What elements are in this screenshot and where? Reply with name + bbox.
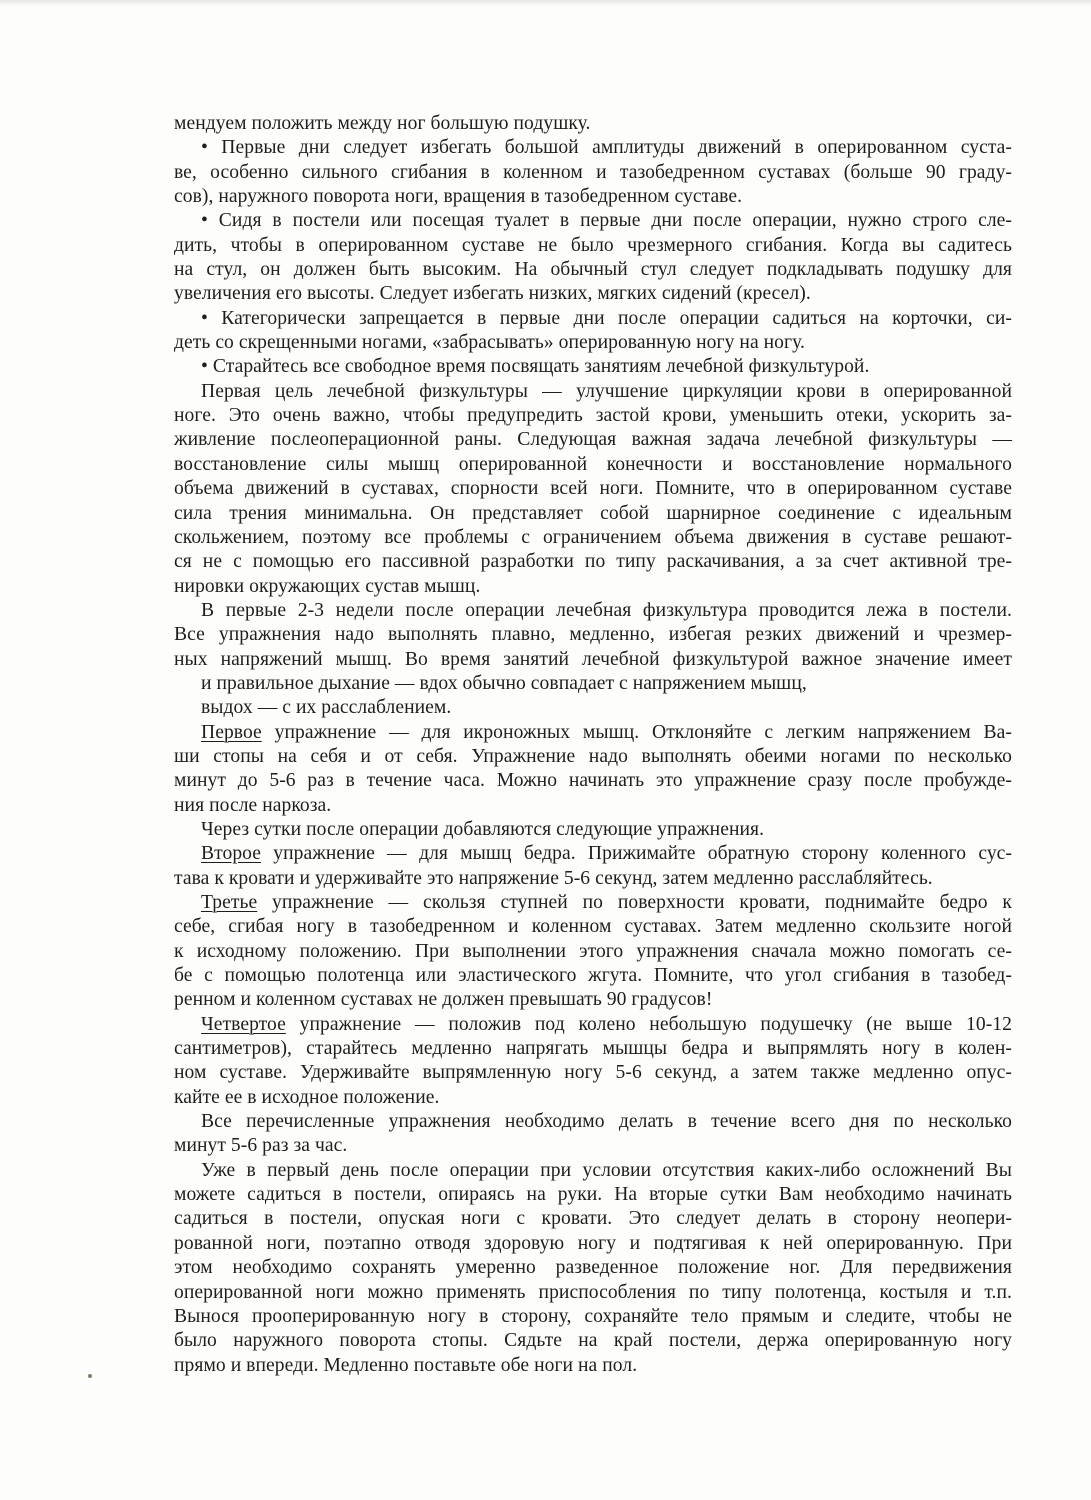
line-text: на стул, он должен быть высоким. На обычный стул следует подкладывать подушку для <box>174 259 1012 281</box>
text-line <box>174 526 1012 550</box>
underlined-word: Второе <box>201 843 261 865</box>
body-text <box>174 112 1012 1378</box>
text-line <box>174 1086 1012 1110</box>
line-text: скольжением, поэтому все проблемы с ограничением объема движения в суставе решают- <box>174 526 1012 548</box>
text-line <box>174 1110 1012 1134</box>
text-line <box>174 1061 1012 1085</box>
text-line <box>174 745 1012 769</box>
line-text: ренном и коленном суставах не должен превышать 90 градусов! <box>174 989 713 1011</box>
line-text: можете садиться в постели, опираясь на руки. На вторые сутки Вам необходимо начинать <box>174 1184 1012 1206</box>
text-line <box>174 1013 1012 1037</box>
line-text: ся не с помощью его пассивной разработки по типу раскачивания, а за счет активной тре- <box>174 551 1012 573</box>
line-text: нировки окружающих сустав мышц. <box>174 575 481 597</box>
line-text: и правильное дыхание — вдох обычно совпадает с напряжением мышц, <box>201 672 807 694</box>
line-text: дить, чтобы в оперированном суставе не было чрезмерного сгибания. Когда вы садитесь <box>174 234 1012 256</box>
line-text: выдох — с их расслаблением. <box>201 697 452 719</box>
text-line <box>174 1329 1012 1353</box>
line-text: ши стопы на себя и от себя. Упражнение надо выполнять обеими ногами по несколько <box>174 745 1012 767</box>
line-text: упражнение — положив под колено небольшую подушечку (не выше 10-12 <box>285 1013 1012 1035</box>
line-text: Уже в первый день после операции при условии отсутствия каких-либо осложнений Вы <box>201 1159 1012 1181</box>
line-text: • Старайтесь все свободное время посвящать занятиям лечебной физкультурой. <box>201 356 870 378</box>
text-line <box>174 867 1012 891</box>
text-line <box>174 818 1012 842</box>
text-line <box>174 1134 1012 1158</box>
text-line <box>174 1281 1012 1305</box>
text-line <box>174 891 1012 915</box>
line-text: прямо и впереди. Медленно поставьте обе ноги на пол. <box>174 1354 638 1376</box>
text-line <box>174 672 1012 696</box>
text-line <box>174 794 1012 818</box>
line-text: живление послеоперационной раны. Следующая важная задача лечебной физкультуры — <box>174 429 1012 451</box>
line-text: упражнение — скользя ступней по поверхности кровати, поднимайте бедро к <box>257 892 1012 913</box>
text-line <box>174 331 1012 355</box>
scan-speck <box>88 1374 92 1378</box>
text-line <box>174 1232 1012 1256</box>
text-line <box>174 1305 1012 1329</box>
text-line <box>174 842 1012 866</box>
underlined-word: Третье <box>201 892 258 913</box>
line-text: восстановление силы мышц оперированной конечности и восстановление нормального <box>174 453 1012 475</box>
line-text: сила трения минимальна. Он представляет собой шарнирное соединение с идеальным <box>174 502 1012 524</box>
line-text: оперированной ноги можно применять приспособления по типу полотенца, костыля и т.п. <box>174 1281 1012 1303</box>
text-line <box>174 428 1012 452</box>
line-text: этом необходимо сохранять умеренно разведенное положение ног. Для передвижения <box>174 1257 1012 1279</box>
line-text: Все перечисленные упражнения необходимо делать в течение всего дня по несколько <box>201 1111 1012 1133</box>
text-line <box>174 209 1012 233</box>
text-line <box>174 550 1012 574</box>
line-text: упражнение — для мышц бедра. Прижимайте обратную сторону коленного сус- <box>261 843 1012 865</box>
line-text: садиться в постели, опуская ноги с кровати. Это следует делать в сторону неопери- <box>174 1208 1012 1230</box>
line-text: • Категорически запрещается в первые дни после операции садиться на корточки, си- <box>201 307 1012 329</box>
text-line <box>174 234 1012 258</box>
line-text: В первые 2-3 недели после операции лечебная физкультура проводится лежа в постели. <box>201 599 1012 621</box>
text-line <box>174 1354 1012 1378</box>
line-text: минут 5-6 раз за час. <box>174 1135 348 1157</box>
underlined-word: Первое <box>201 721 262 743</box>
text-line <box>174 258 1012 282</box>
text-line <box>174 940 1012 964</box>
line-text: ве, особенно сильного сгибания в коленном и тазобедренном суставах (больше 90 граду- <box>174 161 1012 183</box>
text-line <box>174 1159 1012 1183</box>
text-line <box>174 1037 1012 1061</box>
text-line <box>174 477 1012 501</box>
line-text: деть со скрещенными ногами, «забрасывать» оперированную ногу на ногу. <box>174 332 805 354</box>
line-text: кайте ее в исходное положение. <box>174 1086 440 1108</box>
line-text: к исходному положению. При выполнении этого упражнения сначала можно помогать се- <box>174 940 1012 962</box>
text-line <box>174 1207 1012 1231</box>
text-line <box>174 185 1012 209</box>
text-line <box>174 988 1012 1012</box>
text-line <box>174 769 1012 793</box>
line-text: увеличения его высоты. Следует избегать низких, мягких сидений (кресел). <box>174 283 811 305</box>
line-text: бе с помощью полотенца или эластического жгута. Помните, что угол сгибания в тазобед- <box>174 965 1012 987</box>
line-text: ных напряжений мышц. Во время занятий лечебной физкультурой важное значение имеет <box>174 648 1012 670</box>
text-line <box>174 1256 1012 1280</box>
line-text: себе, сгибая ногу в тазобедренном и коленном суставах. Затем медленно скользите ногой <box>174 916 1012 938</box>
line-text: ноге. Это очень важно, чтобы предупредить застой крови, уменьшить отеки, ускорить за- <box>174 405 1012 427</box>
line-text: минут до 5-6 раз в течение часа. Можно начинать это упражнение сразу после пробужде- <box>174 770 1012 792</box>
underlined-word: Четвертое <box>201 1013 286 1035</box>
line-text: ния после наркоза. <box>174 794 332 816</box>
line-text: объема движений в суставах, спорности всей ноги. Помните, что в оперированном суставе <box>174 478 1012 500</box>
text-line <box>174 136 1012 160</box>
line-text: Через сутки после операции добавляются следующие упражнения. <box>201 818 765 840</box>
line-text: Первая цель лечебной физкультуры — улучшение циркуляции крови в оперированной <box>201 380 1012 402</box>
line-text: рованной ноги, поэтапно отводя здоровую ногу и подтягивая к ней оперированную. При <box>174 1232 1012 1254</box>
text-line <box>174 307 1012 331</box>
line-text: • Сидя в постели или посещая туалет в первые дни после операции, нужно строго сле- <box>201 210 1012 232</box>
line-text: Все упражнения надо выполнять плавно, медленно, избегая резких движений и чрезмер- <box>174 624 1012 646</box>
text-line <box>174 648 1012 672</box>
text-line <box>174 575 1012 599</box>
line-text: тава к кровати и удерживайте это напряжение 5-6 секунд, затем медленно расслабляйтесь. <box>174 867 933 889</box>
line-text: Вынося прооперированную ногу в сторону, сохраняйте тело прямым и следите, чтобы не <box>174 1305 1012 1327</box>
scan-top-edge <box>0 0 1091 6</box>
text-line <box>174 599 1012 623</box>
text-line <box>174 502 1012 526</box>
line-text: было наружного поворота стопы. Сядьте на край постели, держа оперированную ногу <box>174 1330 1012 1352</box>
line-text: мендуем положить между ног большую подушку. <box>174 113 591 134</box>
text-line <box>174 721 1012 745</box>
line-text: сантиметров), старайтесь медленно напрягать мышцы бедра и выпрямлять ногу в колен- <box>174 1038 1012 1060</box>
line-text: сов), наружного поворота ноги, вращения в тазобедренном суставе. <box>174 186 743 208</box>
text-line <box>174 623 1012 647</box>
text-line <box>174 112 1012 136</box>
text-line <box>174 915 1012 939</box>
text-line <box>174 453 1012 477</box>
text-line <box>174 1183 1012 1207</box>
text-line <box>174 355 1012 379</box>
text-line <box>174 964 1012 988</box>
text-line <box>174 282 1012 306</box>
line-text: • Первые дни следует избегать большой амплитуды движений в оперированном суста- <box>201 137 1012 159</box>
line-text: упражнение — для икроножных мышц. Отклоняйте с легким напряжением Ва- <box>261 721 1012 743</box>
text-line <box>174 161 1012 185</box>
line-text: ном суставе. Удерживайте выпрямленную ногу 5-6 секунд, а затем также медленно опус- <box>174 1062 1012 1084</box>
text-line <box>174 404 1012 428</box>
text-line <box>174 380 1012 404</box>
text-line <box>174 696 1012 720</box>
